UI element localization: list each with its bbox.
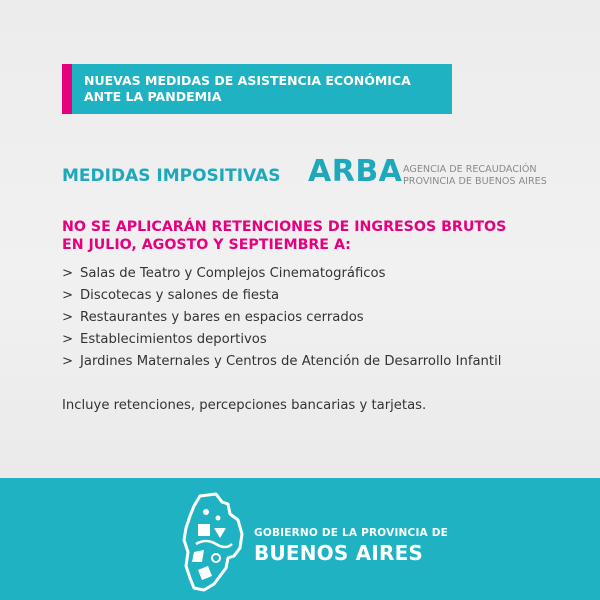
arba-tagline xyxy=(403,164,547,189)
section-subheading: MEDIDAS IMPOSITIVAS xyxy=(62,166,281,186)
chevron-right-icon: > xyxy=(62,265,74,281)
beneficiaries-list xyxy=(62,262,501,372)
chevron-right-icon: > xyxy=(62,287,74,303)
banner-title-line-2: ANTE LA PANDEMIA xyxy=(84,89,222,104)
headline-line-2: EN JULIO, AGOSTO Y SEPTIEMBRE A: xyxy=(62,237,351,254)
list-item xyxy=(62,350,501,372)
chevron-right-icon: > xyxy=(62,309,74,325)
province-name: BUENOS AIRES xyxy=(254,541,424,565)
list-item xyxy=(62,306,501,328)
list-item-label: Establecimientos deportivos xyxy=(80,331,267,347)
banner-title xyxy=(84,73,411,104)
chevron-right-icon: > xyxy=(62,353,74,369)
list-item-label: Salas de Teatro y Complejos Cinematográficos xyxy=(80,265,386,281)
list-item-label: Restaurantes y bares en espacios cerrados xyxy=(80,309,364,325)
arba-tagline-line-1: AGENCIA DE RECAUDACIÓN xyxy=(403,164,537,175)
arba-logo: ARBA xyxy=(308,154,403,189)
list-item xyxy=(62,284,501,306)
headline xyxy=(62,218,506,254)
footer-band xyxy=(0,478,600,600)
list-item-label: Jardines Maternales y Centros de Atención de Desarrollo Infantil xyxy=(80,353,502,369)
list-item xyxy=(62,328,501,350)
government-label: GOBIERNO DE LA PROVINCIA DE xyxy=(254,527,449,539)
chevron-right-icon: > xyxy=(62,331,74,347)
banner-title-line-1: NUEVAS MEDIDAS DE ASISTENCIA ECONÓMICA xyxy=(84,73,411,89)
headline-line-1: NO SE APLICARÁN RETENCIONES DE INGRESOS BRUTOS xyxy=(62,219,507,235)
banner-accent-bar xyxy=(62,64,72,114)
arba-tagline-line-2: PROVINCIA DE BUENOS AIRES xyxy=(403,176,547,188)
province-map-emblem-icon xyxy=(176,492,250,592)
list-item-label: Discotecas y salones de fiesta xyxy=(80,287,280,303)
list-item xyxy=(62,262,501,284)
title-banner xyxy=(62,64,452,114)
footnote: Incluye retenciones, percepciones bancarias y tarjetas. xyxy=(62,398,427,413)
